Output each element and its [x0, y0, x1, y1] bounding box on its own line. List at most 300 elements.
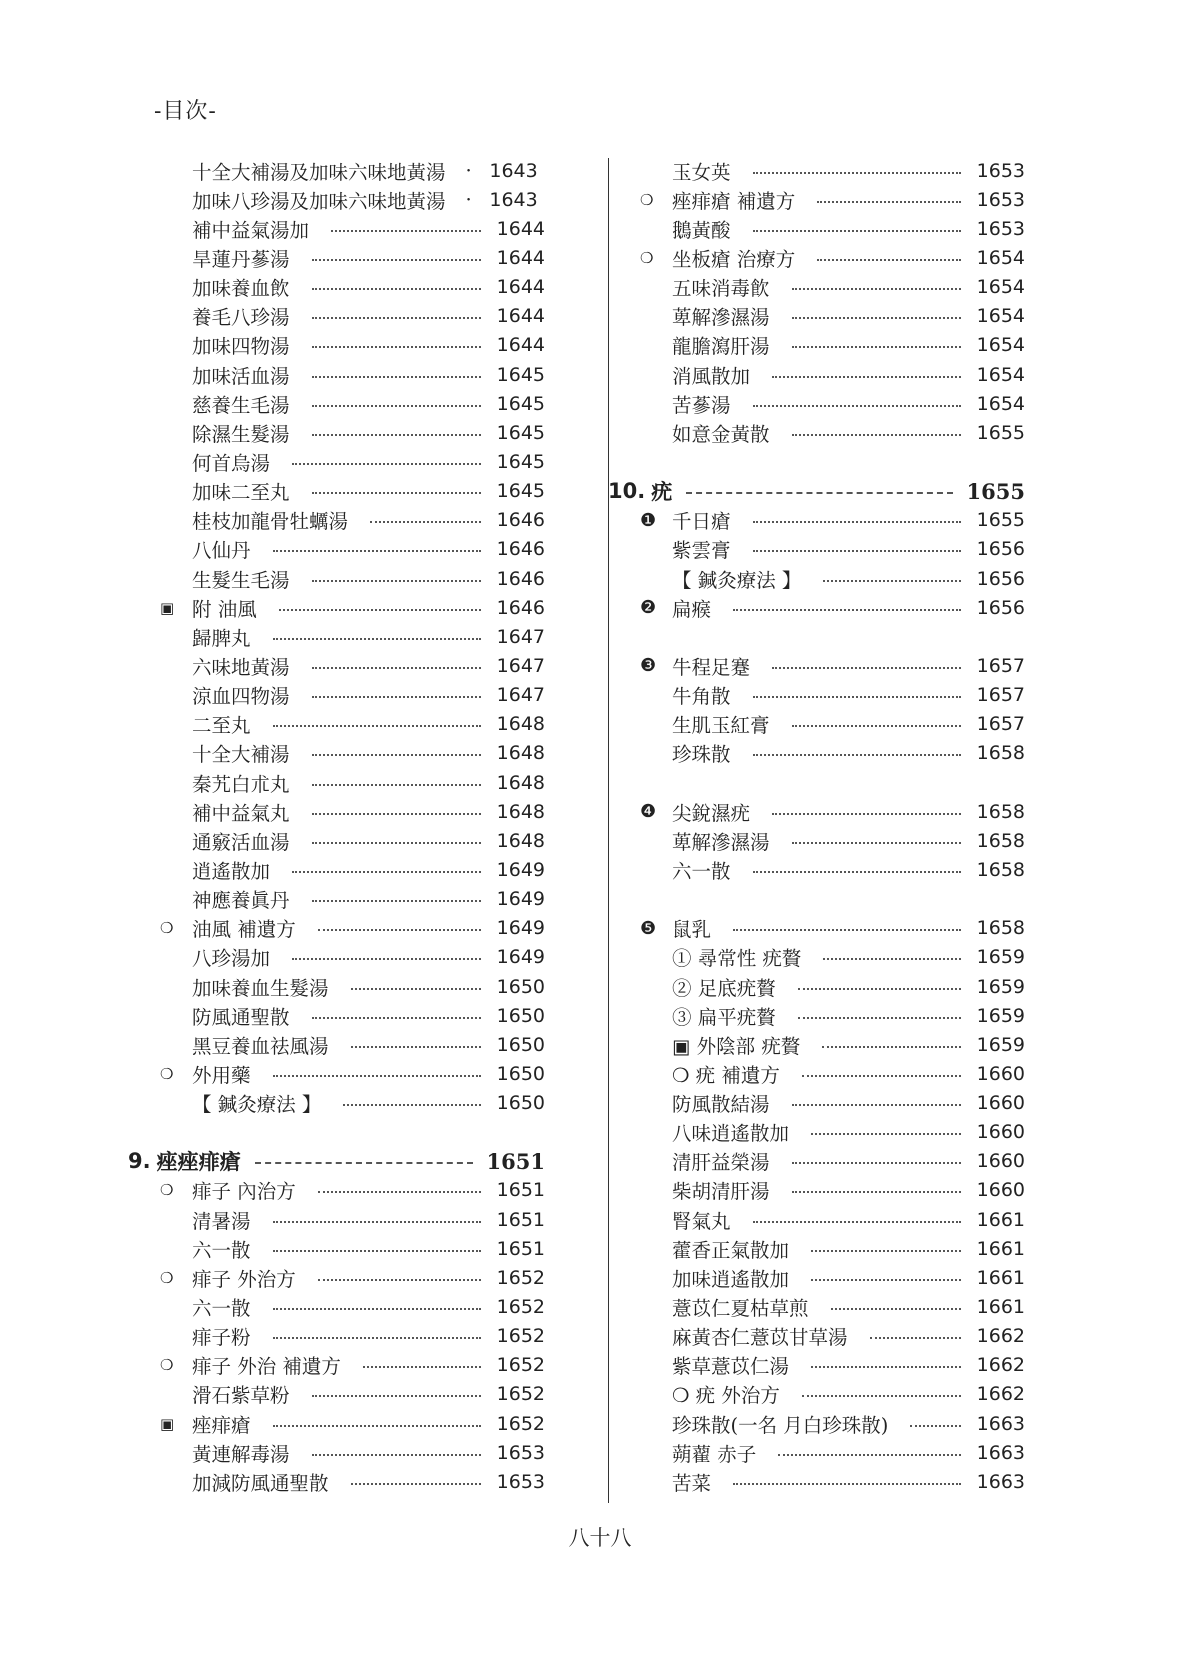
entry-title: 滑石紫草粉	[192, 1384, 290, 1408]
leader-dots	[363, 1356, 481, 1368]
toc-entry	[640, 418, 1025, 447]
toc-entry	[640, 360, 1025, 389]
toc-entry	[640, 826, 1025, 855]
blank-line	[640, 885, 1025, 914]
leader-dots	[778, 1444, 961, 1456]
entry-page-number: 1652	[496, 1354, 545, 1377]
entry-title: 萆解滲濕湯	[672, 830, 770, 854]
entry-page-number: 1651	[496, 1237, 545, 1260]
leader-dots	[733, 919, 961, 931]
entry-title: 秦艽白朮丸	[192, 772, 290, 796]
entry-page-number: 1648	[496, 771, 545, 794]
leader-dots	[312, 657, 481, 669]
entry-title: 生肌玉紅膏	[672, 714, 770, 738]
entry-page-number: 1660	[976, 1150, 1025, 1173]
entry-page-number: 1661	[976, 1208, 1025, 1231]
entry-page-number: 1654	[976, 334, 1025, 357]
toc-entry	[160, 273, 545, 302]
entry-page-number: 1646	[496, 596, 545, 619]
entry-page-number: 1652	[496, 1296, 545, 1319]
entry-title: 補中益氣丸	[192, 801, 290, 825]
entry-page-number: 1662	[976, 1383, 1025, 1406]
entry-page-number: 1656	[976, 538, 1025, 561]
entry-page-number: 1643	[489, 188, 538, 211]
entry-title: 薏苡仁夏枯草煎	[672, 1297, 809, 1321]
toc-entry	[160, 1438, 545, 1467]
toc-entry	[160, 1030, 545, 1059]
leader-dots	[273, 628, 481, 640]
leader-dots	[312, 1385, 481, 1397]
leader-dots	[753, 162, 961, 174]
entry-title: 腎氣丸	[672, 1209, 731, 1233]
leader-dots	[351, 1036, 481, 1048]
entry-page-number: 1652	[496, 1325, 545, 1348]
leader-dots	[831, 1298, 961, 1310]
entry-title: 加減防風通聖散	[192, 1471, 329, 1495]
toc-entry	[160, 768, 545, 797]
leader-dots	[312, 1444, 481, 1456]
section-number: 10.	[608, 479, 646, 504]
entry-title: 十全大補湯	[192, 743, 290, 767]
toc-entry	[160, 593, 545, 622]
entry-title: 牛角散	[672, 685, 731, 709]
leader-dots	[817, 191, 961, 203]
entry-page-number: 1649	[496, 888, 545, 911]
entry-page-number: 1644	[496, 246, 545, 269]
entry-page-number: 1653	[976, 188, 1025, 211]
entry-page-number: 1650	[496, 1062, 545, 1085]
leader-dots: ·	[465, 159, 472, 183]
toc-entry	[160, 477, 545, 506]
toc-entry	[160, 1234, 545, 1263]
entry-page-number: 1660	[976, 1092, 1025, 1115]
entry-title: 尖銳濕疣	[672, 801, 751, 825]
leader-dots	[370, 511, 481, 523]
entry-title: 六一散	[672, 859, 731, 883]
entry-page-number: 1653	[496, 1441, 545, 1464]
toc-entry	[640, 1176, 1025, 1205]
toc-entry	[160, 447, 545, 476]
entry-title: ② 足底疣贅	[672, 976, 776, 1000]
leader-dots	[733, 599, 961, 611]
leader-dots	[312, 686, 481, 698]
entry-title: 千日瘡	[672, 510, 731, 534]
toc-entry	[640, 972, 1025, 1001]
entry-title: 蒴藋 赤子	[672, 1442, 757, 1466]
toc-entry	[160, 1322, 545, 1351]
entry-page-number: 1649	[496, 917, 545, 940]
entry-page-number: 1654	[976, 363, 1025, 386]
toc-entry	[160, 943, 545, 972]
entry-title: 紫雲膏	[672, 539, 731, 563]
entry-title: 二至丸	[192, 714, 251, 738]
entry-page-number: 1663	[976, 1441, 1025, 1464]
entry-title: 加味活血湯	[192, 364, 290, 388]
entry-page-number: 1658	[976, 742, 1025, 765]
entry-page-number: 1648	[496, 829, 545, 852]
entry-title: 涼血四物湯	[192, 685, 290, 709]
toc-entry	[640, 855, 1025, 884]
leader-dots	[343, 1094, 481, 1106]
toc-entry	[640, 943, 1025, 972]
toc-right-column	[608, 156, 1025, 1496]
toc-entry	[640, 1118, 1025, 1147]
entry-page-number: 1650	[496, 1004, 545, 1027]
leader-dots	[753, 1211, 961, 1223]
entry-title: 牛程足蹇	[672, 655, 751, 679]
leader-dots	[312, 482, 481, 494]
entry-title: 防風散結湯	[672, 1093, 770, 1117]
leader-dots	[772, 366, 961, 378]
toc-entry	[640, 593, 1025, 622]
entry-page-number: 1649	[496, 946, 545, 969]
entry-page-number: 1647	[496, 625, 545, 648]
leader-dots	[772, 803, 961, 815]
leader-dots	[312, 803, 481, 815]
toc-entry	[640, 564, 1025, 593]
toc-entry	[160, 1001, 545, 1030]
entry-page-number: 1661	[976, 1266, 1025, 1289]
entry-title: 痱子 外治方	[192, 1267, 296, 1291]
leader-dots	[753, 686, 961, 698]
toc-entry	[640, 156, 1025, 185]
entry-title: 五味消毒飮	[672, 277, 770, 301]
entry-title: ❍ 疣 補遺方	[672, 1063, 780, 1087]
entry-title: 玉女英	[672, 160, 731, 184]
square-bullet-icon: ▣	[160, 598, 175, 617]
entry-page-number: 1650	[496, 1092, 545, 1115]
entry-page-number: 1663	[976, 1470, 1025, 1493]
entry-title: 珍珠散(一名 月白珍珠散)	[672, 1413, 889, 1437]
entry-title: 生髮生毛湯	[192, 568, 290, 592]
entry-page-number: 1658	[976, 800, 1025, 823]
toc-entry	[640, 1438, 1025, 1467]
leader-dots	[351, 978, 481, 990]
entry-page-number: 1648	[496, 800, 545, 823]
entry-title: 八仙丹	[192, 539, 251, 563]
entry-page-number: 1652	[496, 1383, 545, 1406]
leader-dots	[792, 1152, 961, 1164]
toc-entry	[640, 331, 1025, 360]
leader-dots	[753, 511, 961, 523]
toc-entry	[640, 506, 1025, 535]
entry-page-number: 1650	[496, 1033, 545, 1056]
entry-title: 加味二至丸	[192, 481, 290, 505]
toc-entry	[640, 1001, 1025, 1030]
entry-page-number: 1660	[976, 1179, 1025, 1202]
toc-entry	[160, 826, 545, 855]
leader-dots	[318, 1181, 481, 1193]
toc-entry	[160, 331, 545, 360]
entry-title: 六味地黃湯	[192, 655, 290, 679]
leader-dots	[772, 657, 961, 669]
leader-dots	[753, 861, 961, 873]
page-header: -目次-	[154, 99, 217, 124]
entry-title: 鼠乳	[672, 918, 712, 942]
entry-page-number: 1646	[496, 509, 545, 532]
toc-entry	[640, 1059, 1025, 1088]
leader-dots	[811, 1123, 961, 1135]
entry-title: 黑豆養血祛風湯	[192, 1034, 329, 1058]
toc-entry	[640, 389, 1025, 418]
entry-title: 【 鍼灸療法 】	[192, 1093, 322, 1117]
leader-dots	[273, 1240, 481, 1252]
entry-page-number: 1648	[496, 713, 545, 736]
entry-title: 麻黃杏仁薏苡甘草湯	[672, 1326, 848, 1350]
leader-dots	[817, 249, 961, 261]
entry-title: 十全大補湯及加味六味地黃湯	[192, 160, 446, 184]
entry-page-number: 1644	[496, 276, 545, 299]
entry-title: 神應養眞丹	[192, 889, 290, 913]
toc-entry	[640, 185, 1025, 214]
entry-title: 藿香正氣散加	[672, 1238, 790, 1262]
section-title: 痤痤痱瘡	[156, 1149, 241, 1175]
entry-page-number: 1645	[496, 421, 545, 444]
entry-title: 桂枝加龍骨牡蠣湯	[192, 510, 349, 534]
leader-dots	[802, 1065, 961, 1077]
entry-title: 加味逍遙散加	[672, 1267, 790, 1291]
leader-dots	[312, 278, 481, 290]
leader-dots	[733, 1473, 961, 1485]
toc-entry	[640, 1263, 1025, 1292]
entry-title: 痱子 內治方	[192, 1180, 296, 1204]
leader-dots	[792, 336, 961, 348]
leader-dots	[273, 1065, 481, 1077]
entry-title: 清暑湯	[192, 1209, 251, 1233]
entry-title: 加味養血生髮湯	[192, 976, 329, 1000]
entry-page-number: 1657	[976, 713, 1025, 736]
entry-page-number: 1660	[976, 1121, 1025, 1144]
entry-title: ③ 扁平疣贅	[672, 1005, 776, 1029]
leader-dots	[273, 540, 481, 552]
entry-title: 八味逍遙散加	[672, 1122, 790, 1146]
entry-title: 痱子粉	[192, 1326, 251, 1350]
entry-title: 通竅活血湯	[192, 830, 290, 854]
entry-title: 清肝益榮湯	[672, 1151, 770, 1175]
entry-page-number: 1652	[496, 1266, 545, 1289]
entry-title: 【 鍼灸療法 】	[672, 568, 802, 592]
entry-title: 養毛八珍湯	[192, 306, 290, 330]
toc-entry	[640, 1380, 1025, 1409]
number-bullet-icon: ❷	[640, 597, 657, 619]
section-number: 9.	[128, 1149, 151, 1174]
leader-dots	[273, 1327, 481, 1339]
entry-page-number: 1646	[496, 567, 545, 590]
toc-entry	[160, 185, 545, 214]
toc-entry	[160, 797, 545, 826]
leader-dots	[312, 744, 481, 756]
number-bullet-icon: ❸	[640, 655, 657, 677]
leader-dots	[312, 1007, 481, 1019]
entry-page-number: 1658	[976, 917, 1025, 940]
entry-page-number: 1656	[976, 567, 1025, 590]
toc-entry	[160, 214, 545, 243]
toc-entry	[160, 1380, 545, 1409]
number-bullet-icon: ❺	[640, 917, 657, 939]
entry-title: ❍ 疣 外治方	[672, 1384, 780, 1408]
leader-dots	[331, 220, 481, 232]
entry-title: ① 尋常性 疣贅	[672, 947, 802, 971]
toc-entry	[160, 972, 545, 1001]
toc-entry	[640, 797, 1025, 826]
entry-title: 八珍湯加	[192, 947, 271, 971]
entry-title: 痤痱瘡 補遺方	[672, 189, 796, 213]
entry-page-number: 1654	[976, 305, 1025, 328]
toc-entry	[640, 681, 1025, 710]
leader-dots	[312, 336, 481, 348]
entry-page-number: 1662	[976, 1354, 1025, 1377]
entry-title: 慈養生毛湯	[192, 393, 290, 417]
leader-dots	[351, 1473, 481, 1485]
entry-page-number: 1643	[489, 159, 538, 182]
toc-entry	[640, 1030, 1025, 1059]
column-divider	[608, 158, 609, 1503]
leader-dots	[792, 715, 961, 727]
section-page-number: 1655	[966, 478, 1025, 504]
leader-dashes	[255, 1152, 473, 1164]
entry-title: 消風散加	[672, 364, 751, 388]
entry-title: 萆解滲濕湯	[672, 306, 770, 330]
entry-title: 坐板瘡 治療方	[672, 247, 796, 271]
section-title: 疣	[651, 479, 673, 505]
blank-line	[640, 768, 1025, 797]
toc-entry	[160, 1205, 545, 1234]
circle-bullet-icon: ❍	[160, 1064, 174, 1083]
toc-entry	[160, 302, 545, 331]
number-bullet-icon: ❶	[640, 509, 657, 531]
entry-page-number: 1647	[496, 654, 545, 677]
leader-dots	[312, 249, 481, 261]
toc-entry	[160, 855, 545, 884]
entry-page-number: 1645	[496, 480, 545, 503]
entry-page-number: 1647	[496, 684, 545, 707]
leader-dots	[292, 861, 481, 873]
toc-section-heading	[128, 1147, 545, 1176]
entry-title: 痤痱瘡	[192, 1413, 251, 1437]
circle-bullet-icon: ❍	[160, 1356, 174, 1375]
leader-dots	[312, 832, 481, 844]
toc-entry	[160, 1089, 545, 1118]
circle-bullet-icon: ❍	[640, 190, 654, 209]
entry-page-number: 1648	[496, 742, 545, 765]
leader-dots	[292, 453, 481, 465]
leader-dots	[273, 715, 481, 727]
toc-entry	[160, 156, 545, 185]
leader-dots	[318, 919, 481, 931]
entry-page-number: 1649	[496, 858, 545, 881]
entry-page-number: 1661	[976, 1296, 1025, 1319]
entry-title: 加味養血飲	[192, 277, 290, 301]
entry-page-number: 1645	[496, 363, 545, 386]
entry-page-number: 1650	[496, 975, 545, 998]
toc-entry	[640, 1089, 1025, 1118]
entry-title: 珍珠散	[672, 743, 731, 767]
leader-dots	[312, 366, 481, 378]
leader-dots	[312, 570, 481, 582]
leader-dots	[273, 1298, 481, 1310]
entry-title: 如意金黃散	[672, 422, 770, 446]
circle-bullet-icon: ❍	[160, 919, 174, 938]
entry-title: 黃連解毒湯	[192, 1442, 290, 1466]
toc-entry	[640, 273, 1025, 302]
entry-title: 歸脾丸	[192, 626, 251, 650]
leader-dots	[811, 1269, 961, 1281]
entry-title: 外用藥	[192, 1063, 251, 1087]
entry-page-number: 1653	[976, 159, 1025, 182]
entry-title: 扁瘊	[672, 597, 712, 621]
toc-entry	[640, 914, 1025, 943]
entry-title: ▣ 外陰部 疣贅	[672, 1034, 801, 1058]
toc-entry	[160, 389, 545, 418]
toc-entry	[640, 1205, 1025, 1234]
blank-line	[640, 447, 1025, 476]
entry-title: 苦菜	[672, 1471, 712, 1495]
toc-entry	[640, 535, 1025, 564]
leader-dots	[753, 540, 961, 552]
entry-page-number: 1655	[976, 509, 1025, 532]
entry-page-number: 1658	[976, 858, 1025, 881]
entry-title: 加味八珍湯及加味六味地黃湯	[192, 189, 446, 213]
toc-entry	[160, 564, 545, 593]
entry-title: 痱子 外治 補遺方	[192, 1355, 341, 1379]
entry-title: 補中益氣湯加	[192, 218, 310, 242]
leader-dots	[870, 1327, 961, 1339]
entry-title: 柴胡清肝湯	[672, 1180, 770, 1204]
toc-entry	[160, 622, 545, 651]
toc-entry	[640, 1322, 1025, 1351]
entry-title: 六一散	[192, 1297, 251, 1321]
entry-page-number: 1644	[496, 305, 545, 328]
leader-dots	[792, 307, 961, 319]
entry-page-number: 1655	[976, 421, 1025, 444]
toc-entry	[640, 214, 1025, 243]
entry-title: 加味四物湯	[192, 335, 290, 359]
entry-title: 苦蔘湯	[672, 393, 731, 417]
toc-entry	[640, 1351, 1025, 1380]
toc-entry	[160, 914, 545, 943]
entry-page-number: 1663	[976, 1412, 1025, 1435]
entry-page-number: 1653	[976, 217, 1025, 240]
entry-page-number: 1645	[496, 450, 545, 473]
entry-page-number: 1658	[976, 829, 1025, 852]
entry-page-number: 1662	[976, 1325, 1025, 1348]
leader-dots	[273, 1211, 481, 1223]
toc-entry	[640, 302, 1025, 331]
leader-dots	[802, 1385, 961, 1397]
entry-page-number: 1644	[496, 217, 545, 240]
entry-page-number: 1660	[976, 1062, 1025, 1085]
toc-entry	[160, 506, 545, 535]
leader-dots	[318, 1269, 481, 1281]
entry-title: 龍膽瀉肝湯	[672, 335, 770, 359]
toc-left-column	[128, 156, 545, 1496]
leader-dots	[273, 1415, 481, 1427]
leader-dots	[823, 570, 961, 582]
toc-entry	[640, 651, 1025, 680]
toc-entry	[160, 1292, 545, 1321]
entry-title: 防風通聖散	[192, 1005, 290, 1029]
entry-page-number: 1645	[496, 392, 545, 415]
toc-entry	[640, 739, 1025, 768]
entry-page-number: 1659	[976, 1004, 1025, 1027]
entry-page-number: 1654	[976, 276, 1025, 299]
entry-page-number: 1653	[496, 1470, 545, 1493]
circle-bullet-icon: ❍	[640, 248, 654, 267]
leader-dots	[798, 978, 961, 990]
leader-dots	[792, 278, 961, 290]
entry-page-number: 1651	[496, 1208, 545, 1231]
leader-dots	[792, 1181, 961, 1193]
